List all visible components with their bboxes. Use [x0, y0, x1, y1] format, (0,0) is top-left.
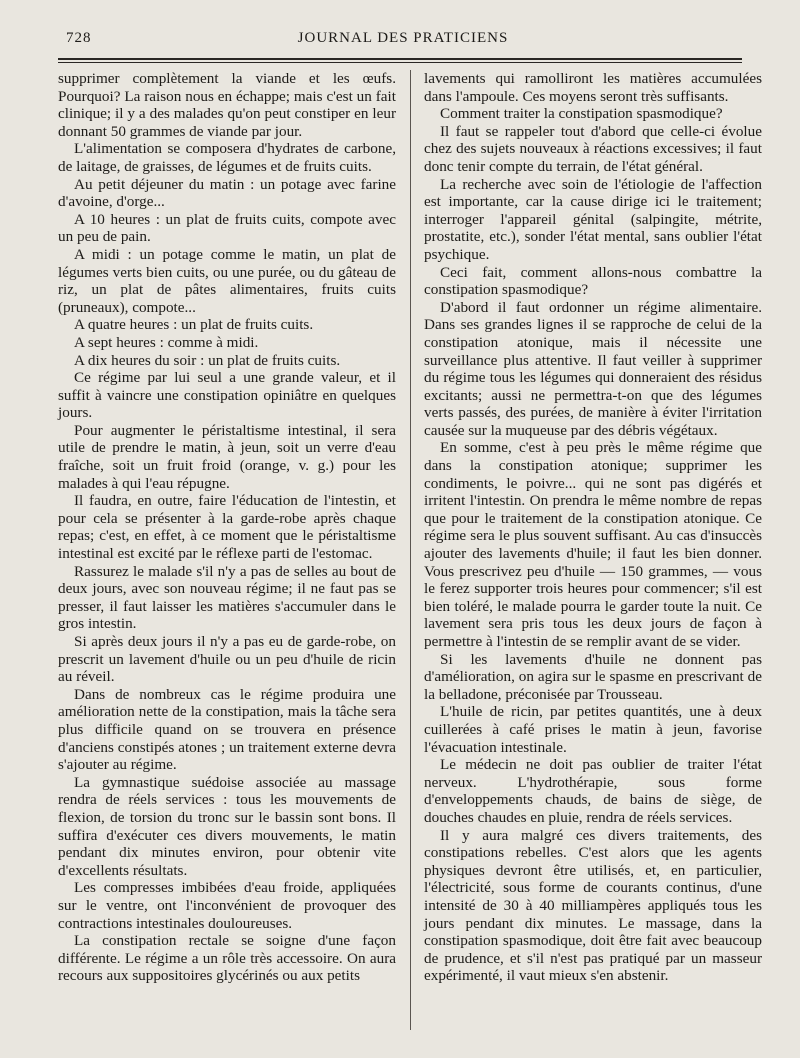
paragraph: A quatre heures : un plat de fruits cuits.	[74, 316, 314, 334]
left-column	[58, 70, 396, 985]
paragraph: L'alimentation se composera d'hydrates de carbone, de laitage, de graisses, de légumes et de fruits cuits.	[58, 140, 396, 175]
header-rule	[58, 58, 742, 60]
paragraph: lavements qui ramolliront les matières accumulées dans l'ampoule. Ces moyens seront très suffisants.	[424, 70, 762, 105]
paragraph: supprimer complètement la viande et les œufs. Pourquoi? La raison nous en échappe; mais c'est un fait clinique; il y a des malades qu'on peut constiper en leur donnant 50 grammes de viande par jour.	[58, 70, 396, 140]
page-number: 728	[66, 30, 92, 46]
page-header	[64, 28, 742, 50]
paragraph: Dans de nombreux cas le régime produira une amélioration nette de la constipation, mais la tâche sera plus difficile quand on se trouvera en présence d'anciens constipés atones ; un traitement externe devra s'ajouter au régime.	[58, 685, 396, 774]
paragraph: Si après deux jours il n'y a pas eu de garde-robe, on prescrit un lavement d'huile ou un peu d'huile de ricin au réveil.	[58, 633, 396, 686]
paragraph: Ce régime par lui seul a une grande valeur, et il suffit à vaincre une constipation opiniâtre en quelques jours.	[58, 369, 396, 422]
paragraph: L'huile de ricin, par petites quantités, une à deux cuillerées à café prises le matin à jeun, favorise l'évacuation intestinale.	[424, 703, 762, 756]
paragraph: Rassurez le malade s'il n'y a pas de selles au bout de deux jours, avec son nouveau régime; il ne faut pas se presser, il faut laisser les matières s'accumuler dans le gros intestin.	[58, 562, 396, 633]
paragraph: Les compresses imbibées d'eau froide, appliquées sur le ventre, ont l'inconvénient de provoquer des contractions intestinales douloureuses.	[58, 879, 396, 932]
paragraph: Il faudra, en outre, faire l'éducation de l'intestin, et pour cela se présenter à la garde-robe après chaque repas; c'est, en effet, à ce moment que le péristaltisme intestinal est excité par le réflexe parti de l'estomac.	[58, 492, 396, 563]
paragraph: Ceci fait, comment allons-nous combattre la constipation spasmodique?	[424, 263, 762, 299]
paragraph: La constipation rectale se soigne d'une façon différente. Le régime a un rôle très accessoire. On aura recours aux suppositoires glycérinés ou aux petits	[58, 932, 396, 985]
paragraph: La recherche avec soin de l'étiologie de l'affection est importante, car la cause dirige ici le traitement; interroger l'appareil génital (salpingite, métrite, prostatite, etc.), sonder l'état mental, sans oublier l'état psychique.	[424, 175, 762, 263]
paragraph: A 10 heures : un plat de fruits cuits, compote avec un peu de pain.	[58, 210, 396, 246]
paragraph: D'abord il faut ordonner un régime alimentaire. Dans ses grandes lignes il se rapproche de celui de la constipation atonique, mais il nécessite une surveillance plus attentive. Il faut veiller à supprimer du régime tous les légumes qui donneraient des résidus excitants; aussi ne permettra-t-on que des légumes verts passés, des purées, de manière à éviter l'irritation causée sur la muqueuse par des débris végétaux.	[424, 298, 762, 439]
right-column	[424, 70, 762, 985]
column-divider	[410, 70, 411, 1030]
paragraph: Pour augmenter le péristaltisme intestinal, il sera utile de prendre le matin, à jeun, soit un verre d'eau fraîche, soit un fruit froid (orange, v. g.) pour les malades à qui l'eau répugne.	[58, 421, 396, 492]
paragraph: Il faut se rappeler tout d'abord que celle-ci évolue chez des sujets nouveaux à réactions excessives; il faut donc tenir compte du terrain, de l'état général.	[424, 122, 762, 175]
paragraph: Au petit déjeuner du matin : un potage avec farine d'avoine, d'orge...	[58, 175, 396, 211]
paragraph: Le médecin ne doit pas oublier de traiter l'état nerveux. L'hydrothérapie, sous forme d'enveloppements chauds, de bains de siège, de douches chaudes en pluie, rendra de réels services.	[424, 756, 762, 826]
paragraph: A midi : un potage comme le matin, un plat de légumes verts bien cuits, ou une purée, ou du gâteau de riz, un plat de pâtes alimentaires, fruits cuits (pruneaux), compote...	[58, 245, 396, 316]
paragraph: Si les lavements d'huile ne donnent pas d'amélioration, on agira sur le spasme en prescrivant de la belladone, préconisée par Trousseau.	[424, 650, 762, 703]
header-rule-thin	[58, 62, 742, 63]
paragraph: La gymnastique suédoise associée au massage rendra de réels services : tous les mouvements de flexion, de torsion du tronc sur le bassin sont bons. Il suffira d'exécuter ces divers mouvements, le matin pendant dix minutes environ, pour obtenir vite d'excellents résultats.	[58, 773, 396, 879]
paragraph: En somme, c'est à peu près le même régime que dans la constipation atonique; supprimer les condiments, le poivre... qui ne sont pas digérés et irritent l'intestin. On prendra le même nombre de repas que pour le traitement de la constipation atonique. Ce régime sera le plus souvent suffisant. Au cas d'insuccès ajouter des lavements d'huile; il faut les bien donner. Vous prescrivez peu d'huile — 150 grammes, — vous le ferez supporter trois heures pour commencer; s'il est bien toléré, le malade pourra le garder toute la nuit. Ce lavement sera pris tous les deux jours de façon à permettre à l'intestin de se remplir avant de se vider.	[424, 439, 762, 650]
paragraph: Il y aura malgré ces divers traitements, des constipations rebelles. C'est alors que les agents physiques devront être utilisés, et, en particulier, l'électricité, sous forme de courants continus, d'une intensité de 30 à 40 milliampères appliqués tous les jours pendant dix minutes. Le massage, dans la constipation spasmodique, doit être fait avec beaucoup de prudence, et s'il n'est pas pratiqué par un masseur expérimenté, il vaut mieux s'en abstenir.	[424, 826, 762, 985]
paragraph: A sept heures : comme à midi.	[74, 333, 259, 351]
paragraph: A dix heures du soir : un plat de fruits cuits.	[74, 351, 341, 369]
journal-title: JOURNAL DES PRATICIENS	[297, 30, 509, 46]
paragraph: Comment traiter la constipation spasmodique?	[440, 105, 723, 123]
